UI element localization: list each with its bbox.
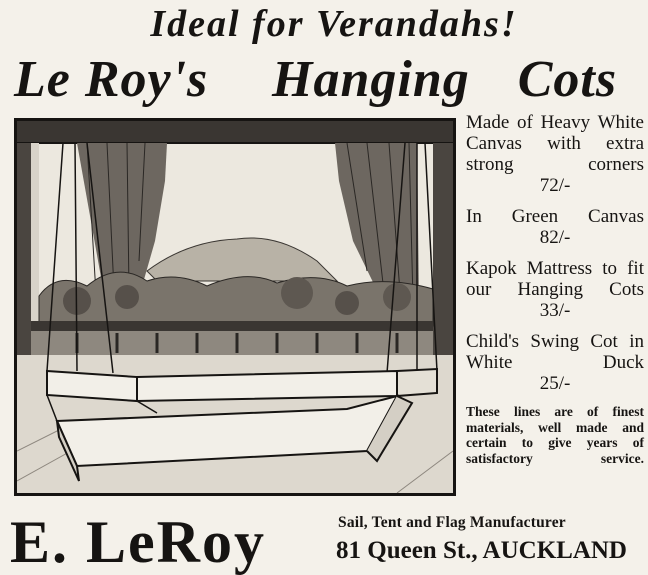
headline (14, 50, 644, 109)
product-item (466, 112, 644, 196)
product-description: Made of Heavy White Canvas with extra strong corners (466, 112, 644, 175)
product-item (466, 331, 644, 394)
headline-brand: Le Roy's (14, 51, 209, 108)
product-price: 33/- (539, 300, 571, 321)
tagline: Ideal for Verandahs! (150, 3, 518, 45)
product-description: In Green Canvas (466, 206, 644, 227)
product-item (466, 206, 644, 248)
hanging-cot-illustration (14, 118, 456, 496)
verandah-cot-drawing (17, 121, 453, 493)
product-description: Child's Swing Cot in White Duck (466, 331, 644, 373)
merchant-name: E. LeRoy (10, 509, 266, 575)
merchant-address: 81 Queen St., AUCKLAND (336, 537, 627, 564)
product-description: Kapok Mattress to fit our Hanging Cots (466, 258, 644, 300)
product-price: 72/- (539, 175, 571, 196)
merchant-trade: Sail, Tent and Flag Manufacturer (338, 514, 566, 531)
product-item (466, 258, 644, 321)
product-list (466, 112, 644, 466)
product-price: 25/- (539, 373, 571, 394)
headline-product: Hanging Cots (272, 51, 618, 108)
product-price: 82/- (539, 227, 571, 248)
fine-print: These lines are of finest materials, well made and certain to give years of satisfactory service. (466, 404, 644, 466)
